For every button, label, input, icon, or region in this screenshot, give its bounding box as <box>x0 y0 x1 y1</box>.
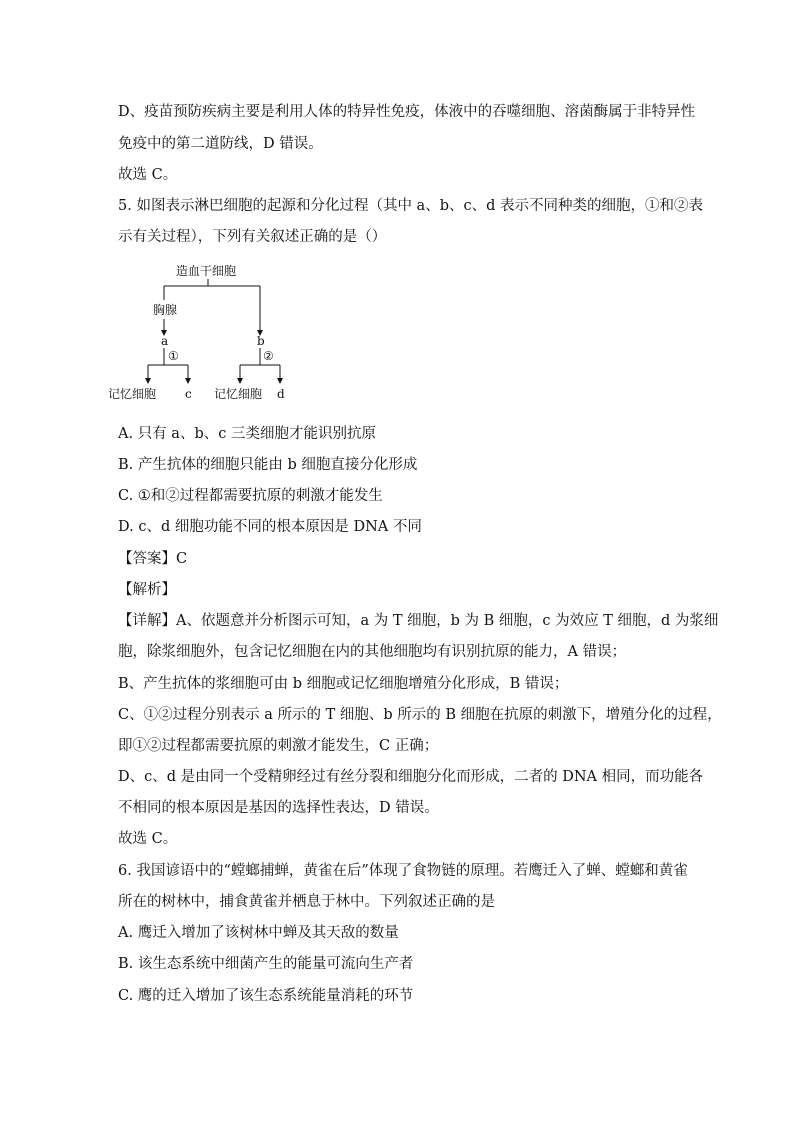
explanation-line-6: D、c、d 是由同一个受精卵经过有丝分裂和细胞分化而形成，二者的 DNA 相同，而功能各 <box>118 769 704 785</box>
option-b: B. 产生抗体的细胞只能由 b 细胞直接分化形成 <box>118 457 418 473</box>
text-line-3: 故选 C。 <box>118 167 178 183</box>
explanation-line-2: 胞，除浆细胞外，包含记忆细胞在内的其他细胞均有识别抗原的能力，A 错误； <box>118 644 627 660</box>
option-c: C. ①和②过程都需要抗原的刺激才能发生 <box>118 488 383 504</box>
text-line-1: D、疫苗预防疾病主要是利用人体的特异性免疫，体液中的吞噬细胞、溶菌酶属于非特异性 <box>118 104 696 120</box>
diagram-c-label: c <box>185 387 192 401</box>
explanation-line-7: 不相同的根本原因是基因的选择性表达，D 错误。 <box>118 800 439 816</box>
diagram-root-label: 造血干细胞 <box>176 264 237 278</box>
explanation-line-5: 即①②过程都需要抗原的刺激才能发生，C 正确； <box>118 738 439 754</box>
text-line-2: 免疫中的第二道防线，D 错误。 <box>118 136 323 152</box>
diagram-b-label: b <box>257 334 265 348</box>
question-5-line-1: 5. 如图表示淋巴细胞的起源和分化过程（其中 a、b、c、d 表示不同种类的细胞，①和②表 <box>118 198 703 214</box>
q6-option-c: C. 鹰的迁入增加了该生态系统能量消耗的环节 <box>118 988 414 1004</box>
q6-option-a: A. 鹰迁入增加了该树林中蝉及其天敌的数量 <box>118 925 399 941</box>
diagram-a-label: a <box>161 334 169 348</box>
diagram-process-2: ② <box>263 349 274 363</box>
explanation-line-3: B、产生抗体的浆细胞可由 b 细胞或记忆细胞增殖分化形成，B 错误； <box>118 676 569 692</box>
diagram-thymus-label: 胸腺 <box>153 303 178 317</box>
answer: 【答案】C <box>118 551 188 567</box>
diagram-d-label: d <box>277 387 285 401</box>
q6-option-b: B. 该生态系统中细菌产生的能量可流向生产者 <box>118 956 414 972</box>
option-d: D. c、d 细胞功能不同的根本原因是 DNA 不同 <box>118 519 422 535</box>
analysis-heading: 【解析】 <box>118 582 176 598</box>
lymphocyte-diagram <box>100 258 300 408</box>
explanation-line-4: C、①②过程分别表示 a 所示的 T 细胞、b 所示的 B 细胞在抗原的刺激下，增殖分化的过程， <box>118 707 722 723</box>
diagram-memory-right: 记忆细胞 <box>214 387 263 401</box>
question-5-line-2: 示有关过程），下列有关叙述正确的是（） <box>118 229 387 245</box>
conclusion: 故选 C。 <box>118 831 178 847</box>
question-6-line-1: 6. 我国谚语中的“螳螂捕蝉，黄雀在后”体现了食物链的原理。若鹰迁入了蝉、螳螂和黄雀 <box>118 863 688 879</box>
explanation-line-1: 【详解】A、依题意并分析图示可知，a 为 T 细胞，b 为 B 细胞，c 为效应 T 细胞，d 为浆细 <box>118 613 719 629</box>
question-6-line-2: 所在的树林中，捕食黄雀并栖息于林中。下列叙述正确的是 <box>118 894 495 910</box>
diagram-memory-left: 记忆细胞 <box>108 387 157 401</box>
diagram-process-1: ① <box>168 349 179 363</box>
option-a: A. 只有 a、b、c 三类细胞才能识别抗原 <box>118 426 376 442</box>
